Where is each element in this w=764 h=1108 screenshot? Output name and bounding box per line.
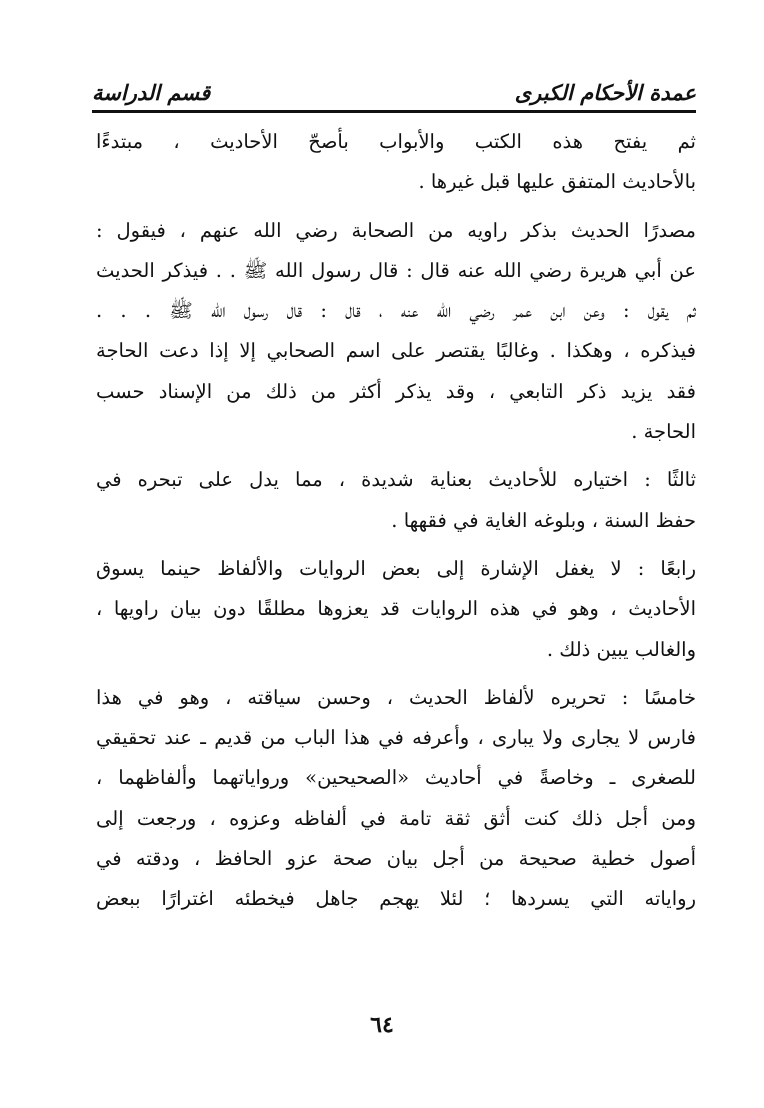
paragraph [96,122,696,203]
text-line: خامسًا : تحريره لألفاظ الحديث ، وحسن سياقته ، وهو في هذا [96,685,696,709]
text-line: ثالثًا : اختياره للأحاديث بعناية شديدة ، مما يدل على تبحره في [96,468,696,492]
paragraph [96,549,696,670]
text-line: حفظ السنة ، وبلوغه الغاية في فقهها . [391,508,696,532]
text-line: رابعًا : لا يغفل الإشارة إلى بعض الروايات والألفاظ حينما يسوق [96,556,696,580]
text-line: عن أبي هريرة رضي الله عنه قال : قال رسول الله ﷺ . . فيذكر الحديث [96,258,696,282]
text-line: للصغرى ـ وخاصةً في أحاديث «الصحيحين» ورواياتهما وألفاظهما ، [96,766,696,790]
text-line: فقد يزيد ذكر التابعي ، وقد يذكر أكثر من ذلك من الإسناد حسب [96,379,696,403]
text-line: ثم يقول : وعن ابن عمر رضي الله عنه ، قال : قال رسول الله ﷺ . . . [96,299,696,323]
text-line: فارس لا يجارى ولا يبارى ، وأعرفه في هذا الباب من قديم ـ عند تحقيقي [96,726,696,750]
paragraph [96,211,696,453]
text-line: أصول خطية صحيحة من أجل بيان صحة عزو الحافظ ، ودقته في [96,847,696,871]
text-line: رواياته التي يسردها ؛ لئلا يهجم جاهل فيخطئه اغترارًا ببعض [96,887,696,911]
page-number: ٦٤ [370,1012,394,1038]
paragraph [96,678,696,920]
text-line: ومن أجل ذلك كنت أثق ثقة تامة في ألفاظه وعزوه ، ورجعت إلى [96,806,696,830]
text-line: مصدرًا الحديث بذكر راويه من الصحابة رضي الله عنهم ، فيقول : [96,218,696,242]
book-title: عمدة الأحكام الكبرى [514,80,696,105]
text-line: الحاجة . [631,420,696,444]
text-line: فيذكره ، وهكذا . وغالبًا يقتصر على اسم الصحابي إلا إذا دعت الحاجة [96,339,696,363]
text-line: الأحاديث ، وهو في هذه الروايات قد يعزوها مطلقًا دون بيان راويها ، [96,597,696,621]
text-line: والغالب يبين ذلك . [546,637,696,661]
text-line: بالأحاديث المتفق عليها قبل غيرها . [418,170,696,194]
running-header [92,80,696,113]
section-title: قسم الدراسة [92,80,211,105]
body-text [96,122,696,920]
paragraph [96,460,696,541]
text-line: ثم يفتح هذه الكتب والأبواب بأصحّ الأحاديث ، مبتدءًا [96,130,696,153]
